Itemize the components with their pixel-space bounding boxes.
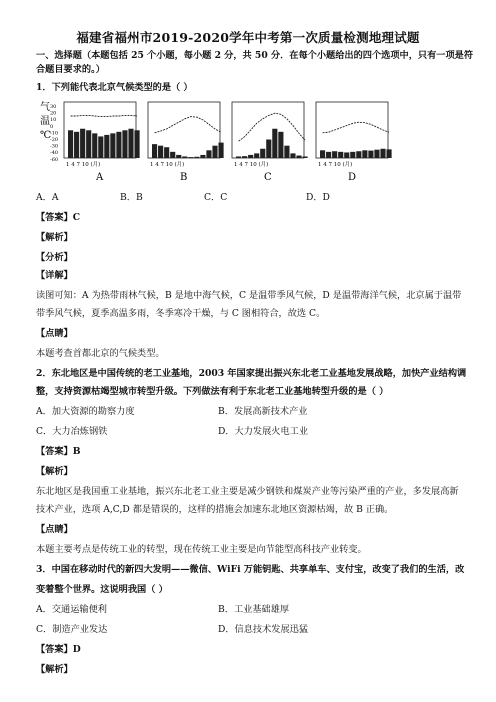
month-ticks: 1 4 7 10 (月) xyxy=(150,162,185,168)
q2-answer: 【答案】B xyxy=(36,446,81,457)
precipitation-bar xyxy=(218,143,223,158)
y-tick-label: -20 xyxy=(50,137,59,143)
section-heading-desc: （本题包括 25 个小题，每小题 2 分，共 50 分．在每个小题给出的四个选项中，只有一项是符 xyxy=(81,50,474,61)
month-ticks: 1 4 7 10 (月) xyxy=(318,162,353,168)
precipitation-bar xyxy=(350,152,355,158)
climate-charts-figure xyxy=(36,96,396,188)
precipitation-bar xyxy=(260,149,265,158)
q1-option-b: B．B xyxy=(120,192,143,203)
temperature-curve xyxy=(323,122,389,133)
precipitation-bar xyxy=(236,156,241,158)
q1-option-a: A．A xyxy=(36,192,59,203)
precipitation-bar xyxy=(188,157,193,158)
q3-stem-1: 3．中国在移动时代的新四大发明——微信、WiFi 万能钥匙、共享单车、支付宝，改变了我们的生活，改 xyxy=(36,564,465,575)
q1-comment-text: 本题考查首都北京的气候类型。 xyxy=(36,348,165,359)
precipitation-bar xyxy=(242,156,247,158)
temperature-curve xyxy=(71,115,137,116)
q2-option-a: A．加大资源的勘察力度 xyxy=(36,406,135,417)
q1-option-d: D．D xyxy=(306,192,330,203)
q3-option-c: C．制造产业发达 xyxy=(36,624,108,635)
q1-fenxi: 【分析】 xyxy=(36,252,73,263)
month-ticks: 1 4 7 10 (月) xyxy=(66,162,101,168)
y-tick-label: 30 xyxy=(50,104,57,110)
precipitation-bar xyxy=(134,130,139,158)
q2-comment: 【点睛】 xyxy=(36,524,73,535)
q2-option-c: C．大力冶炼钢铁 xyxy=(36,426,108,437)
precipitation-bar xyxy=(212,146,217,158)
q2-option-b: B．发展高新技术产业 xyxy=(218,406,308,417)
q2-stem-2: 整，支持资源枯竭型城市转型升级。下列做法有利于东北老工业基地转型升级的是（ ） xyxy=(36,386,389,397)
q1-analysis: 【解析】 xyxy=(36,232,73,243)
precipitation-bar xyxy=(380,149,385,158)
y-tick-label: 20 xyxy=(50,110,57,117)
q3-option-a: A．交通运输便利 xyxy=(36,604,107,615)
precipitation-bar xyxy=(110,133,115,158)
precipitation-bar xyxy=(332,151,337,158)
precipitation-bar xyxy=(344,152,349,158)
q1-answer: 【答案】C xyxy=(36,212,81,223)
precipitation-bar xyxy=(374,150,379,158)
precipitation-bar xyxy=(194,157,199,158)
precipitation-bar xyxy=(158,146,163,158)
y-tick-label: -40 xyxy=(50,150,59,157)
precipitation-bar xyxy=(68,130,73,158)
month-ticks: 1 4 7 10 (月) xyxy=(234,162,269,168)
precipitation-bar xyxy=(104,135,109,158)
q1-detail: 【详解】 xyxy=(36,270,73,281)
q2-option-d: D．大力发展火电工业 xyxy=(218,426,309,437)
panel-label: C xyxy=(264,172,272,183)
precipitation-bar xyxy=(170,152,175,158)
section-heading-label: 一、选择题 xyxy=(36,50,82,61)
q3-answer: 【答案】D xyxy=(36,644,81,655)
precipitation-bar xyxy=(80,129,85,158)
q3-stem-2: 变着整个世界。这说明我国（ ） xyxy=(36,584,168,595)
precipitation-bar xyxy=(92,133,97,158)
precipitation-bar xyxy=(368,151,373,158)
y-axis-label-wen: 温 xyxy=(40,116,50,127)
q3-option-d: D．信息技术发展迅猛 xyxy=(218,624,309,635)
precipitation-bar xyxy=(284,146,289,158)
precipitation-bar xyxy=(152,144,157,158)
precipitation-bar xyxy=(272,129,277,158)
y-axis-label-unit: ℃ xyxy=(40,130,52,141)
precipitation-bar xyxy=(362,150,367,158)
page-title: 福建省福州市2019-2020学年中考第一次质量检测地理试题 xyxy=(76,30,420,45)
q3-analysis: 【解析】 xyxy=(36,664,73,675)
precipitation-bar xyxy=(296,156,301,158)
precipitation-bar xyxy=(98,136,103,158)
precipitation-bar xyxy=(122,130,127,158)
precipitation-bar xyxy=(176,155,181,158)
q1-detail-text-1: 读图可知：A 为热带雨林气候，B 是地中海气候，C 是温带季风气候，D 是温带海洋气候，北京属于温带 xyxy=(36,290,462,301)
precipitation-bar xyxy=(116,132,121,158)
panel-label: B xyxy=(180,172,188,183)
q1-detail-text-2: 带季风气候，夏季高温多雨，冬季寒冷干燥，与 C 图相符合，故选 C。 xyxy=(36,308,326,319)
precipitation-bar xyxy=(386,149,391,158)
y-tick-label: 10 xyxy=(50,117,57,124)
q1-stem: 1．下列能代表北京气候类型的是（ ） xyxy=(36,82,193,93)
panel-label: D xyxy=(348,172,357,183)
q2-analysis-text-2: 技术产业，选项 A,C,D 都是错误的，这样的措施会加速东北地区资源枯竭，故 B 正确。 xyxy=(36,504,394,515)
panel-label: A xyxy=(96,172,104,183)
q1-comment: 【点睛】 xyxy=(36,328,73,339)
section-heading xyxy=(36,50,473,62)
precipitation-bar xyxy=(128,129,133,158)
precipitation-bar xyxy=(278,132,283,158)
y-tick-label: -60 xyxy=(50,156,59,163)
precipitation-bar xyxy=(200,155,205,158)
precipitation-bar xyxy=(248,155,253,158)
precipitation-bar xyxy=(86,130,91,158)
q2-comment-text: 本题主要考点是传统工业的转型，现在传统工业主要是向节能型高科技产业转变。 xyxy=(36,544,367,555)
temperature-curve xyxy=(239,113,305,141)
precipitation-bar xyxy=(266,140,271,158)
section-heading-cont: 合题目要求的。） xyxy=(36,64,105,75)
precipitation-bar xyxy=(290,153,295,158)
precipitation-bar xyxy=(356,151,361,158)
q2-stem-1: 2．东北地区是中国传统的老工业基地，2003 年国家提出振兴东北老工业基地发展战略，加快产业结构调 xyxy=(36,368,467,379)
precipitation-bar xyxy=(206,150,211,158)
q2-analysis-text-1: 东北地区是我国重工业基地，振兴东北老工业主要是减少钢铁和煤炭产业等污染严重的产业，多发展高新 xyxy=(36,486,459,497)
precipitation-bar xyxy=(182,156,187,158)
q2-analysis: 【解析】 xyxy=(36,466,73,477)
y-tick-label: 0 xyxy=(50,123,54,130)
q1-option-c: C．C xyxy=(204,192,228,203)
temperature-curve xyxy=(155,117,221,133)
y-tick-label: -30 xyxy=(50,143,59,150)
y-tick-label: -10 xyxy=(50,130,59,137)
precipitation-bar xyxy=(74,132,79,158)
precipitation-bar xyxy=(320,150,325,158)
precipitation-bar xyxy=(254,153,259,158)
climate-panel-frame xyxy=(316,102,388,158)
precipitation-bar xyxy=(302,156,307,158)
precipitation-bar xyxy=(164,147,169,158)
precipitation-bar xyxy=(338,152,343,158)
q3-option-b: B．工业基础雄厚 xyxy=(218,604,290,615)
y-axis-label-qi: 气 xyxy=(40,102,50,113)
precipitation-bar xyxy=(326,152,331,158)
